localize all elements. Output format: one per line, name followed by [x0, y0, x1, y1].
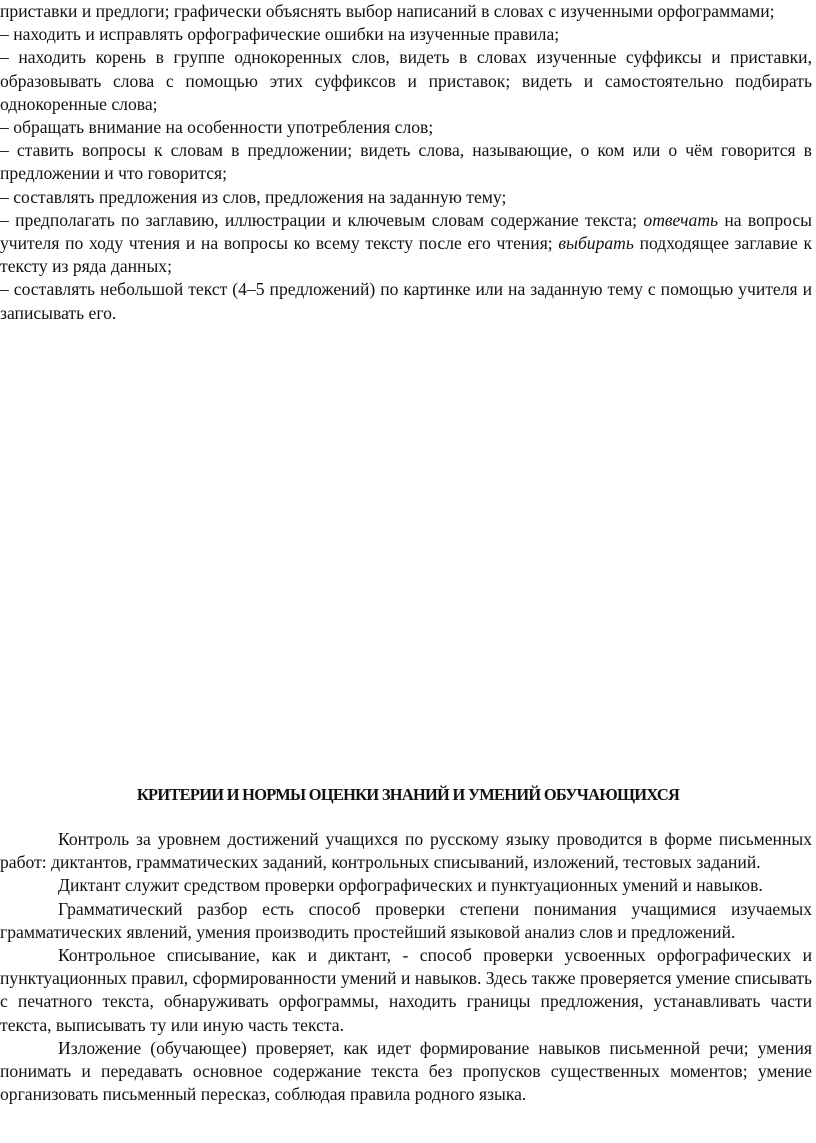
section-heading: КРИТЕРИИ И НОРМЫ ОЦЕНКИ ЗНАНИЙ И УМЕНИЙ ОБУЧАЮЩИХСЯ: [136, 785, 680, 804]
requirement-item: – находить и исправлять орфографические ошибки на изученные правила;: [0, 24, 560, 45]
prediction-text-part2: на вопросы учителя по ходу чтения и на вопросы ко всему тексту после его чтения;: [0, 209, 812, 254]
requirement-item: – составлять небольшой текст (4–5 предложений) по картинке или на заданную тему с помощью учителя и записывать его.: [0, 279, 812, 323]
requirement-item: – ставить вопросы к словам в предложении; видеть слова, называющие, о ком или о чём говорится в предложении и что говорится;: [0, 140, 812, 184]
criteria-paragraph-summary: Изложение (обучающее) проверяет, как идет формирование навыков письменной речи; умения понимать и передавать основное содержание текста без пропусков существенных моментов; умение организовать письменный пересказ, соблюдая правила родного языка.: [0, 1037, 812, 1105]
criteria-paragraph-control: Контроль за уровнем достижений учащихся по русскому языку проводится в форме письменных работ: диктантов, грамматических заданий, контрольных списываний, изложений, тестовых заданий.: [0, 829, 812, 873]
prediction-italic-answer: отвечать: [643, 209, 719, 230]
prediction-italic-choose: выбирать: [558, 233, 634, 254]
criteria-paragraph-copying: Контрольное списывание, как и диктант, - способ проверки усвоенных орфографических и пунктуационных правил, сформированности умений и навыков. Здесь также проверяется умение списывать с печатного текста, обнаруживать орфограммы, находить границы предложения, устанавливать части текста, выписывать ту или иную часть текста.: [0, 945, 812, 1035]
requirement-item: – составлять предложения из слов, предложения на заданную тему;: [0, 186, 507, 207]
requirement-item-prediction: [0, 209, 812, 279]
criteria-paragraph-dictation: Диктант служит средством проверки орфографических и пунктуационных умений и навыков.: [58, 875, 763, 896]
requirements-list: [0, 0, 812, 325]
requirement-item: приставки и предлоги; графически объяснять выбор написаний в словах с изученными орфограммами;: [0, 1, 775, 21]
requirement-item: – находить корень в группе однокоренных слов, видеть в словах изученные суффиксы и приставки, образовывать слова с помощью этих суффиксов и приставок; видеть и самостоятельно подбирать однокоренные слова;: [0, 47, 812, 114]
criteria-paragraph-grammar: Грамматический разбор есть способ проверки степени понимания учащимися изучаемых грамматических явлений, умения производить простейший языковой анализ слов и предложений.: [0, 898, 812, 942]
prediction-text-part3: подходящее заглавие к тексту из ряда данных;: [0, 233, 812, 277]
requirement-item: – обращать внимание на особенности употребления слов;: [0, 117, 434, 138]
criteria-body: [0, 828, 812, 1106]
prediction-text-part1: – предполагать по заглавию, иллюстрации и ключевым словам содержание текста;: [0, 209, 644, 230]
